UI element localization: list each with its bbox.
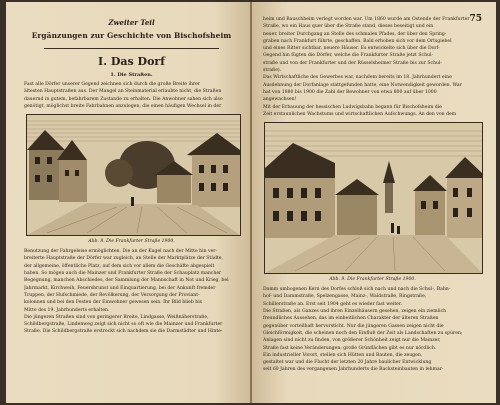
text-line: Zeit erstaunlichen Wachstums und wirtschaftlichen Aufschwungs. An den von dem — [263, 111, 457, 117]
text-line: Ein industrieller Vorort, stellen sich Hütten und Bauten, die zeugen, — [263, 352, 423, 358]
figure-caption: Abb. 9. Die Frankfurter Straße 1900. — [329, 277, 416, 283]
right-page — [251, 2, 496, 403]
divider-rule — [44, 48, 219, 49]
text-line: straße). — [263, 68, 282, 74]
text-line: und eines Ritter sichtbar, neuere Häuser. Es entwickelte sich über die Dorf- — [263, 46, 440, 52]
text-line: Mitte des 19. Jahrhunderts erhalten. — [24, 307, 110, 313]
street-engraving — [265, 123, 482, 273]
text-line: Ausdehnung der Dorfanlage stattgefunden hatte, eine Notwendigkeit geworden. War — [263, 82, 462, 88]
text-line: Die Straßen, als Ganzes und ihren Einzelhäusern gesehen, zeigen ein ziemlich — [263, 309, 447, 315]
text-line: der allgemeine, öffentliche Platz, auf dem sich vor allem die Geschäfte abgespielt — [24, 263, 215, 269]
text-line: Anlagen sind nicht zu finden, von größerer Schönheit zeigt nur die Mainzer, — [263, 338, 441, 344]
text-line: Mit der Erbauung der hessischen Ludwigsbahn begann für Bischofsheim die — [263, 104, 442, 110]
section-title: I. Das Dorf — [98, 55, 165, 68]
street-illustration-right — [264, 122, 483, 274]
book-gutter — [250, 2, 252, 403]
text-line: neuer, breiter Durchgang an Stelle des schmalen Pfades, der über den Spring- — [263, 31, 447, 37]
text-line: dauernd in gutem, befahrbarem Zustande zu erhalten. Die Anwohner sahen sich also — [24, 96, 223, 102]
text-line: seit 60 Jahren des vergangenen Jahrhunderts die Backsteinbauten in lehmar- — [263, 367, 444, 373]
text-line: kolonnen und bei den Festen der Einwohner gewesen sein. Ihr Bild blieb bis — [24, 300, 203, 306]
text-line: genötigt, möglichst breite Fahrbahnen anzulegen, die einen häufigen Wechsel in der — [24, 103, 222, 109]
text-line: Das Wirtschaftliche des Gewerbes war, nachdem bereits im 18. Jahrhundert eine — [263, 75, 452, 81]
page-number: 75 — [469, 14, 482, 24]
text-line: Schildbergstraße, Lindenweg zeigt sich nicht so oft wie die Mainzer und Frankfurter — [24, 322, 223, 328]
street-engraving — [27, 115, 240, 235]
text-line: Damm umbogenen Kern des Dorfes schloß sich nach und nach die Schul-, Bahn- — [263, 287, 451, 293]
text-line: Begegnung, manchen Abschiedes, der Sammlung der Mannschaft in Not und Krieg, bei — [24, 278, 229, 284]
part-title: Zweiter Teil — [108, 18, 155, 27]
right-text-top — [263, 16, 482, 118]
text-line: Die jüngeren Straßen sind von geringerer Breite, Lindgasse, Weißnäherstraße, — [24, 314, 209, 320]
text-line: breiterte Hauptstraße der Dörfer war zugleich, an Stelle der Marktplätze der Städte, — [24, 256, 223, 262]
subsection-title: 1. Die Straßen. — [110, 72, 153, 78]
text-line: haben. So mögen auch die Mainzer und Frankfurter Straße der Schauplatz mancher — [24, 271, 222, 277]
text-line: Schillerstraße an. Erst seit 1904 geht es wieder fast weiter. — [263, 301, 403, 307]
open-book — [6, 2, 496, 403]
street-illustration-left — [26, 114, 241, 236]
text-line: Straße fast keine Veränderungen: große Grünflächen gibt es nur nördlich. — [263, 345, 437, 351]
text-line: graben nach Frankfurt führte, geschaffen. Bald erhoben sich vor dem Ortsgiebel — [263, 38, 452, 44]
text-line: gegenüber vorteilhaft hervorsticht. Nur die jüngeren Gassen zeigen nicht die — [263, 323, 444, 329]
text-line: gestaltet war und die Flucht der letzten 20 Jahre baulicher Entwicklung — [263, 360, 432, 366]
text-line: hat von 1880 bis 1900 die Zahl der Bewohner von etwa 800 auf über 1000 — [263, 89, 437, 95]
text-line: straße und von der Frankfurter und der Rüsselsheimer Straße bis zur Schul- — [263, 60, 443, 66]
text-line: Gleichförmigkeit, die scheinen noch den Einfluß der Zeit als Landschaften zu spüren; — [263, 330, 463, 336]
text-line: Benutzung der Fahrgeleise ermöglichten. Die an der Kugel nach der Mitte hin ver- — [24, 249, 218, 255]
text-line: heim und Bauschheim verlegt worden war. Um 1860 wurde am Ostende der Frankfurter — [263, 17, 470, 22]
chapter-title: Ergänzungen zur Geschichte von Bischofsheim — [31, 31, 232, 40]
text-line: ältesten Hauptstraßen aus. Der Mangel an Steinmaterial erlaubte nicht, die Straßen — [24, 89, 222, 95]
text-line: Straße. Die Schildbergstraße erstreckt sich nachdem sie die Darmstädter und Hinte- — [24, 329, 223, 335]
left-page — [6, 2, 251, 403]
text-line: Jahrmarkt, Kirchweih, Feuersbrunst und Einquartierung, bei der Ankunft fremder — [24, 285, 216, 291]
text-line: Straße, wo ein Haus quer über die Straße stand, dieses beseitigt und ein — [263, 24, 434, 30]
text-line: hof- und Dammstraße, Spelzengasse, Mainz-, Waldstraße, Ringstraße, — [263, 294, 427, 300]
text-line: Fast alle Dörfer unserer Gegend zeichnen sich durch die große Breite ihrer — [24, 82, 201, 87]
left-text-top — [24, 81, 239, 110]
figure-caption: Abb. 8. Die Frankfurter Straße 1900. — [88, 239, 175, 245]
text-line: Gegend hin fügten die Dörfer, welche die Frankfurter Straße jetzt Schul- — [263, 53, 434, 59]
left-text-bottom — [24, 248, 239, 336]
text-line: Truppen, der Hufschmiede, der Bevölkerung, der Versorgung der Proviant- — [24, 292, 200, 298]
text-line: angewachsen! — [263, 97, 297, 103]
text-line: freundliches Aussehen, das im einheitlichen Charakter der älteren Straßen — [263, 316, 439, 322]
right-text-bottom — [263, 286, 482, 374]
